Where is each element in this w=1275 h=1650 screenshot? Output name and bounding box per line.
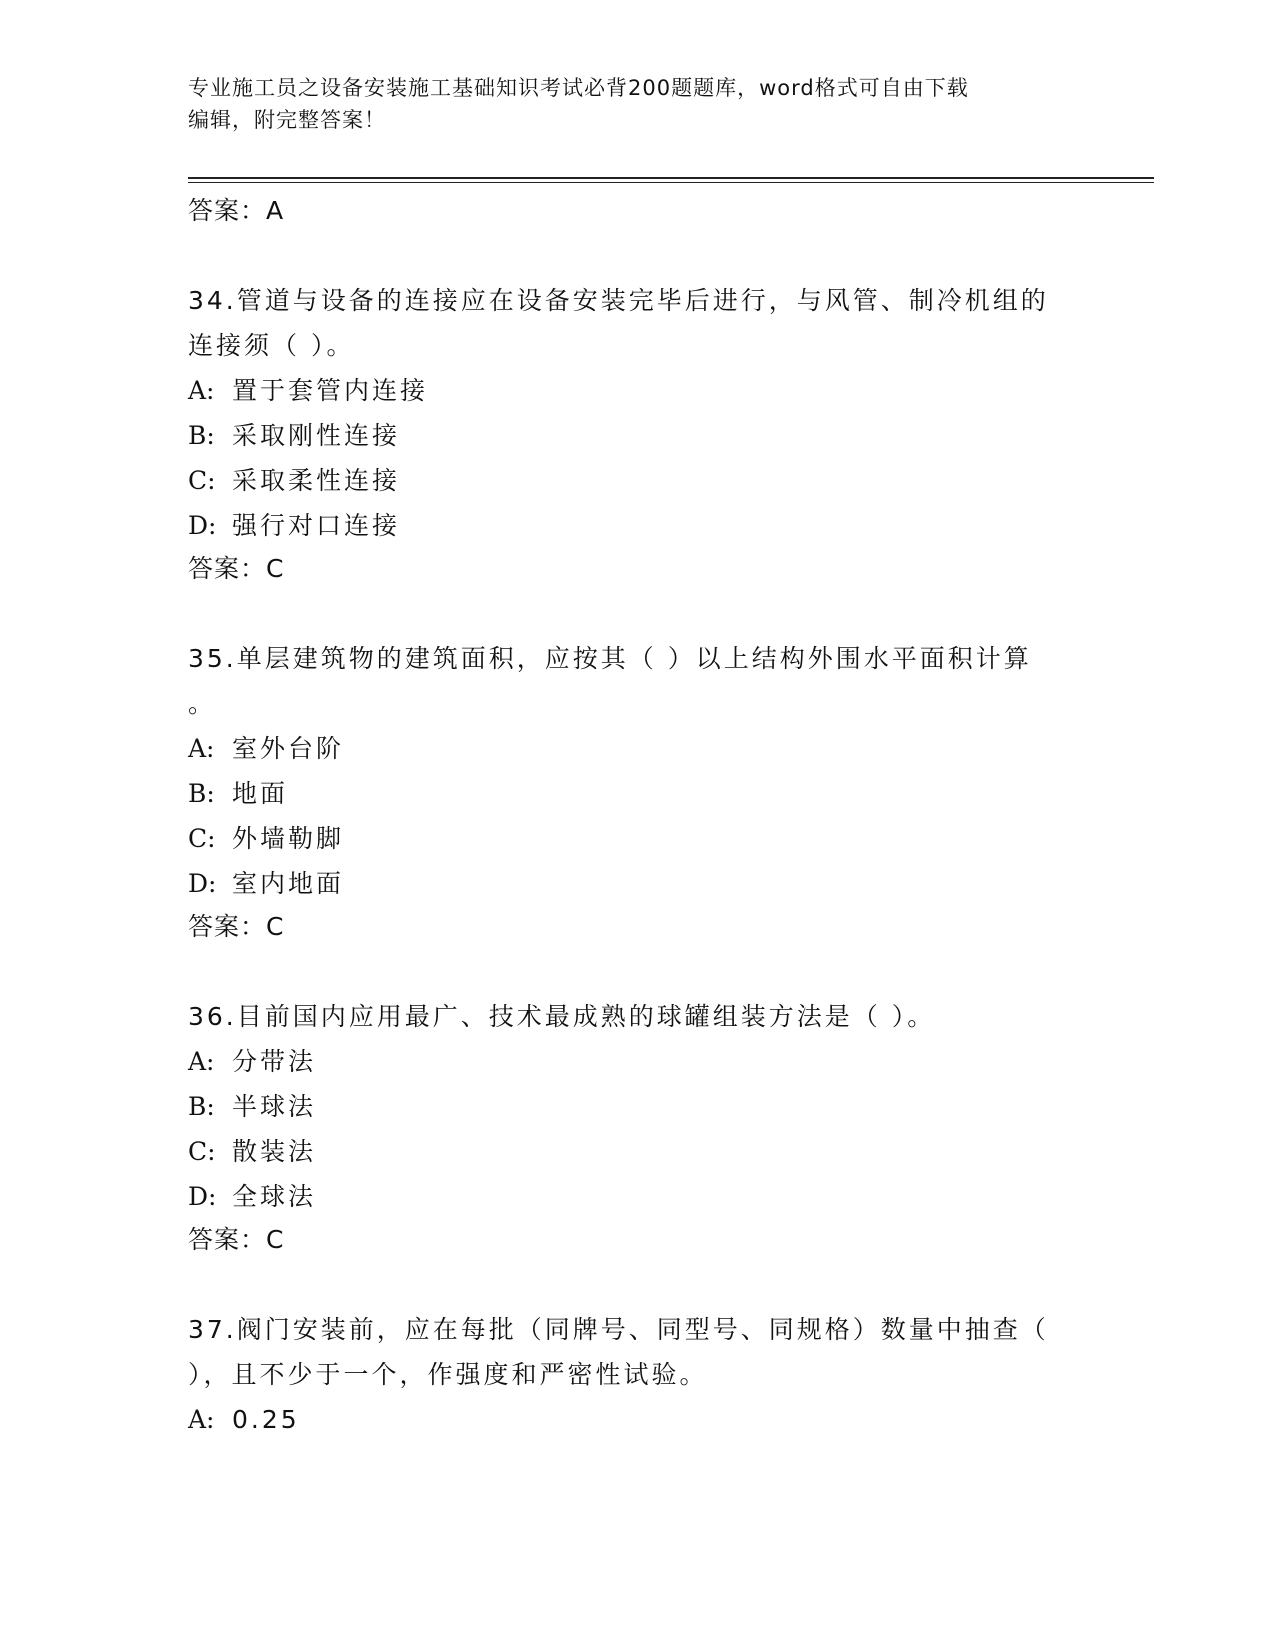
- header-divider-thick: [188, 177, 1154, 179]
- answer-line: 答案：C: [188, 1225, 285, 1254]
- option-letter: A:: [188, 376, 215, 405]
- answer-line: 答案：C: [188, 554, 285, 583]
- option-letter: B:: [188, 1092, 215, 1121]
- option-letter: A:: [188, 734, 215, 763]
- option-a: [188, 368, 1088, 413]
- option-text: 采取刚性连接: [232, 421, 401, 450]
- option-letter: B:: [188, 779, 215, 808]
- question-text: [188, 1307, 1088, 1397]
- option-letter: D:: [188, 511, 217, 540]
- option-text: 0.25: [232, 1405, 300, 1434]
- option-letter: C:: [188, 466, 216, 495]
- option-letter: D:: [188, 1182, 217, 1211]
- option-text: 全球法: [232, 1182, 317, 1211]
- option-text: 半球法: [232, 1092, 317, 1121]
- header-line-2: 编辑，附完整答案！: [188, 108, 386, 132]
- question-text-line: 连接须（ ）。: [188, 331, 355, 360]
- question-34: [188, 278, 1088, 594]
- question-text-line: 37.阀门安装前，应在每批（同牌号、同型号、同规格）数量中抽查（: [188, 1315, 1049, 1344]
- question-text: [188, 994, 1088, 1039]
- header-divider-thin: [188, 182, 1154, 183]
- option-d: [188, 503, 1088, 548]
- document-header: [188, 72, 1068, 136]
- answer-line: 答案：C: [188, 912, 285, 941]
- question-text-line: 35.单层建筑物的建筑面积，应按其（ ）以上结构外围水平面积计算: [188, 644, 1032, 673]
- question-text: [188, 636, 1088, 726]
- option-b: [188, 1084, 1088, 1129]
- option-letter: C:: [188, 824, 216, 853]
- option-a: [188, 1039, 1088, 1084]
- question-text-line: 。: [188, 689, 217, 718]
- option-text: 置于套管内连接: [232, 376, 429, 405]
- option-text: 强行对口连接: [232, 511, 401, 540]
- answer-line: 答案：A: [188, 196, 285, 225]
- option-b: [188, 413, 1088, 458]
- header-line-1: 专业施工员之设备安装施工基础知识考试必背200题题库，word格式可自由下载: [188, 76, 969, 100]
- option-letter: C:: [188, 1137, 216, 1166]
- question-text-line: 34.管道与设备的连接应在设备安装完毕后进行，与风管、制冷机组的: [188, 286, 1049, 315]
- option-text: 散装法: [232, 1137, 317, 1166]
- option-a: [188, 1397, 1088, 1442]
- question-text-line: ），且不少于一个，作强度和严密性试验。: [188, 1360, 708, 1389]
- option-c: [188, 816, 1088, 861]
- option-text: 室外台阶: [232, 734, 345, 763]
- question-36: [188, 994, 1088, 1265]
- option-text: 室内地面: [232, 869, 345, 898]
- option-letter: B:: [188, 421, 215, 450]
- question-35: [188, 636, 1088, 952]
- option-d: [188, 1174, 1088, 1219]
- question-text-line: 36.目前国内应用最广、技术最成熟的球罐组装方法是（ ）。: [188, 1002, 936, 1031]
- question-text: [188, 278, 1088, 368]
- option-text: 外墙勒脚: [232, 824, 345, 853]
- option-text: 地面: [232, 779, 289, 808]
- option-c: [188, 458, 1088, 503]
- option-d: [188, 861, 1088, 906]
- option-text: 分带法: [232, 1047, 317, 1076]
- option-b: [188, 771, 1088, 816]
- question-list: [188, 190, 1088, 1442]
- option-c: [188, 1129, 1088, 1174]
- option-text: 采取柔性连接: [232, 466, 401, 495]
- question-37: [188, 1307, 1088, 1442]
- option-letter: A:: [188, 1405, 215, 1434]
- option-letter: D:: [188, 869, 217, 898]
- option-a: [188, 726, 1088, 771]
- option-letter: A:: [188, 1047, 215, 1076]
